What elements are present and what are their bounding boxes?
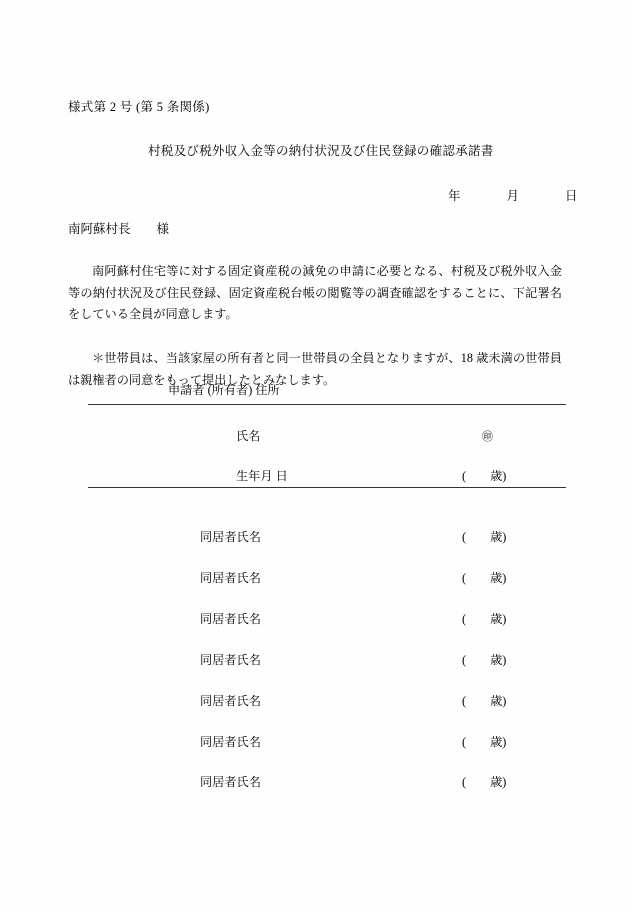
date-month-label: 月 <box>506 189 520 203</box>
age-unit-label: 歳) <box>490 530 507 544</box>
age-unit-label: 歳) <box>490 694 507 708</box>
form-number: 様式第 2 号 (第 5 条関係) <box>68 100 210 114</box>
cohabitant-name-label: 同居者氏名 <box>200 612 261 626</box>
cohabitant-name-label: 同居者氏名 <box>200 735 261 749</box>
age-open-paren: ( <box>462 735 467 749</box>
applicant-address-rule <box>88 404 566 405</box>
age-open-paren: ( <box>462 775 467 789</box>
age-open-paren: ( <box>462 612 467 626</box>
age-open-paren: ( <box>462 571 467 585</box>
applicant-dob-label: 生年月 日 <box>236 469 288 483</box>
cohabitant-age-box <box>462 569 506 586</box>
cohabitant-age-box <box>462 528 506 545</box>
cohabitant-name-label: 同居者氏名 <box>200 694 261 708</box>
cohabitant-age-box <box>462 733 506 750</box>
applicant-address-label: 申請者 (所有者) 住所 <box>168 383 280 397</box>
date-year-label: 年 <box>448 189 461 203</box>
cohabitant-name-label: 同居者氏名 <box>200 653 261 667</box>
age-unit-label: 歳) <box>490 469 507 483</box>
applicant-name-label: 氏名 <box>236 429 261 443</box>
age-open-paren: ( <box>462 530 467 544</box>
household-note-paragraph: ＊世帯員は、当該家屋の所有者と同一世帯員の全員となりますが、18 歳未満の世帯員は親権者の同意をもって提出したとみなします。 <box>68 351 562 387</box>
addressee-name: 南阿蘇村長 <box>68 222 131 236</box>
cohabitant-age-box <box>462 692 506 709</box>
applicant-age-box <box>462 467 506 484</box>
date-day-label: 日 <box>565 189 578 203</box>
age-unit-label: 歳) <box>490 775 507 789</box>
addressee-honorific: 様 <box>156 222 170 236</box>
document-title: 村税及び税外収入金等の納付状況及び住民登録の確認承諾書 <box>148 144 494 158</box>
age-open-paren: ( <box>462 653 467 667</box>
age-unit-label: 歳) <box>490 571 507 585</box>
consent-body-paragraph: 南阿蘇村住宅等に対する固定資産税の減免の申請に必要となる、村税及び税外収入金等の納付状況及び住民登録、固定資産税台帳の閲覧等の調査確認をすることに、下記署名をしている全員が同意します。 <box>68 264 562 321</box>
seal-icon: ㊞ <box>482 431 493 443</box>
age-open-paren: ( <box>462 694 467 708</box>
cohabitant-age-box <box>462 773 506 790</box>
age-unit-label: 歳) <box>490 653 507 667</box>
age-unit-label: 歳) <box>490 735 507 749</box>
date-line <box>448 186 578 204</box>
age-open-paren: ( <box>462 469 467 483</box>
cohabitant-name-label: 同居者氏名 <box>200 530 261 544</box>
cohabitant-name-label: 同居者氏名 <box>200 775 261 789</box>
cohabitant-age-box <box>462 610 506 627</box>
addressee <box>68 219 169 237</box>
applicant-dob-rule <box>88 487 566 488</box>
age-unit-label: 歳) <box>490 612 507 626</box>
cohabitant-name-label: 同居者氏名 <box>200 571 261 585</box>
cohabitant-age-box <box>462 651 506 668</box>
